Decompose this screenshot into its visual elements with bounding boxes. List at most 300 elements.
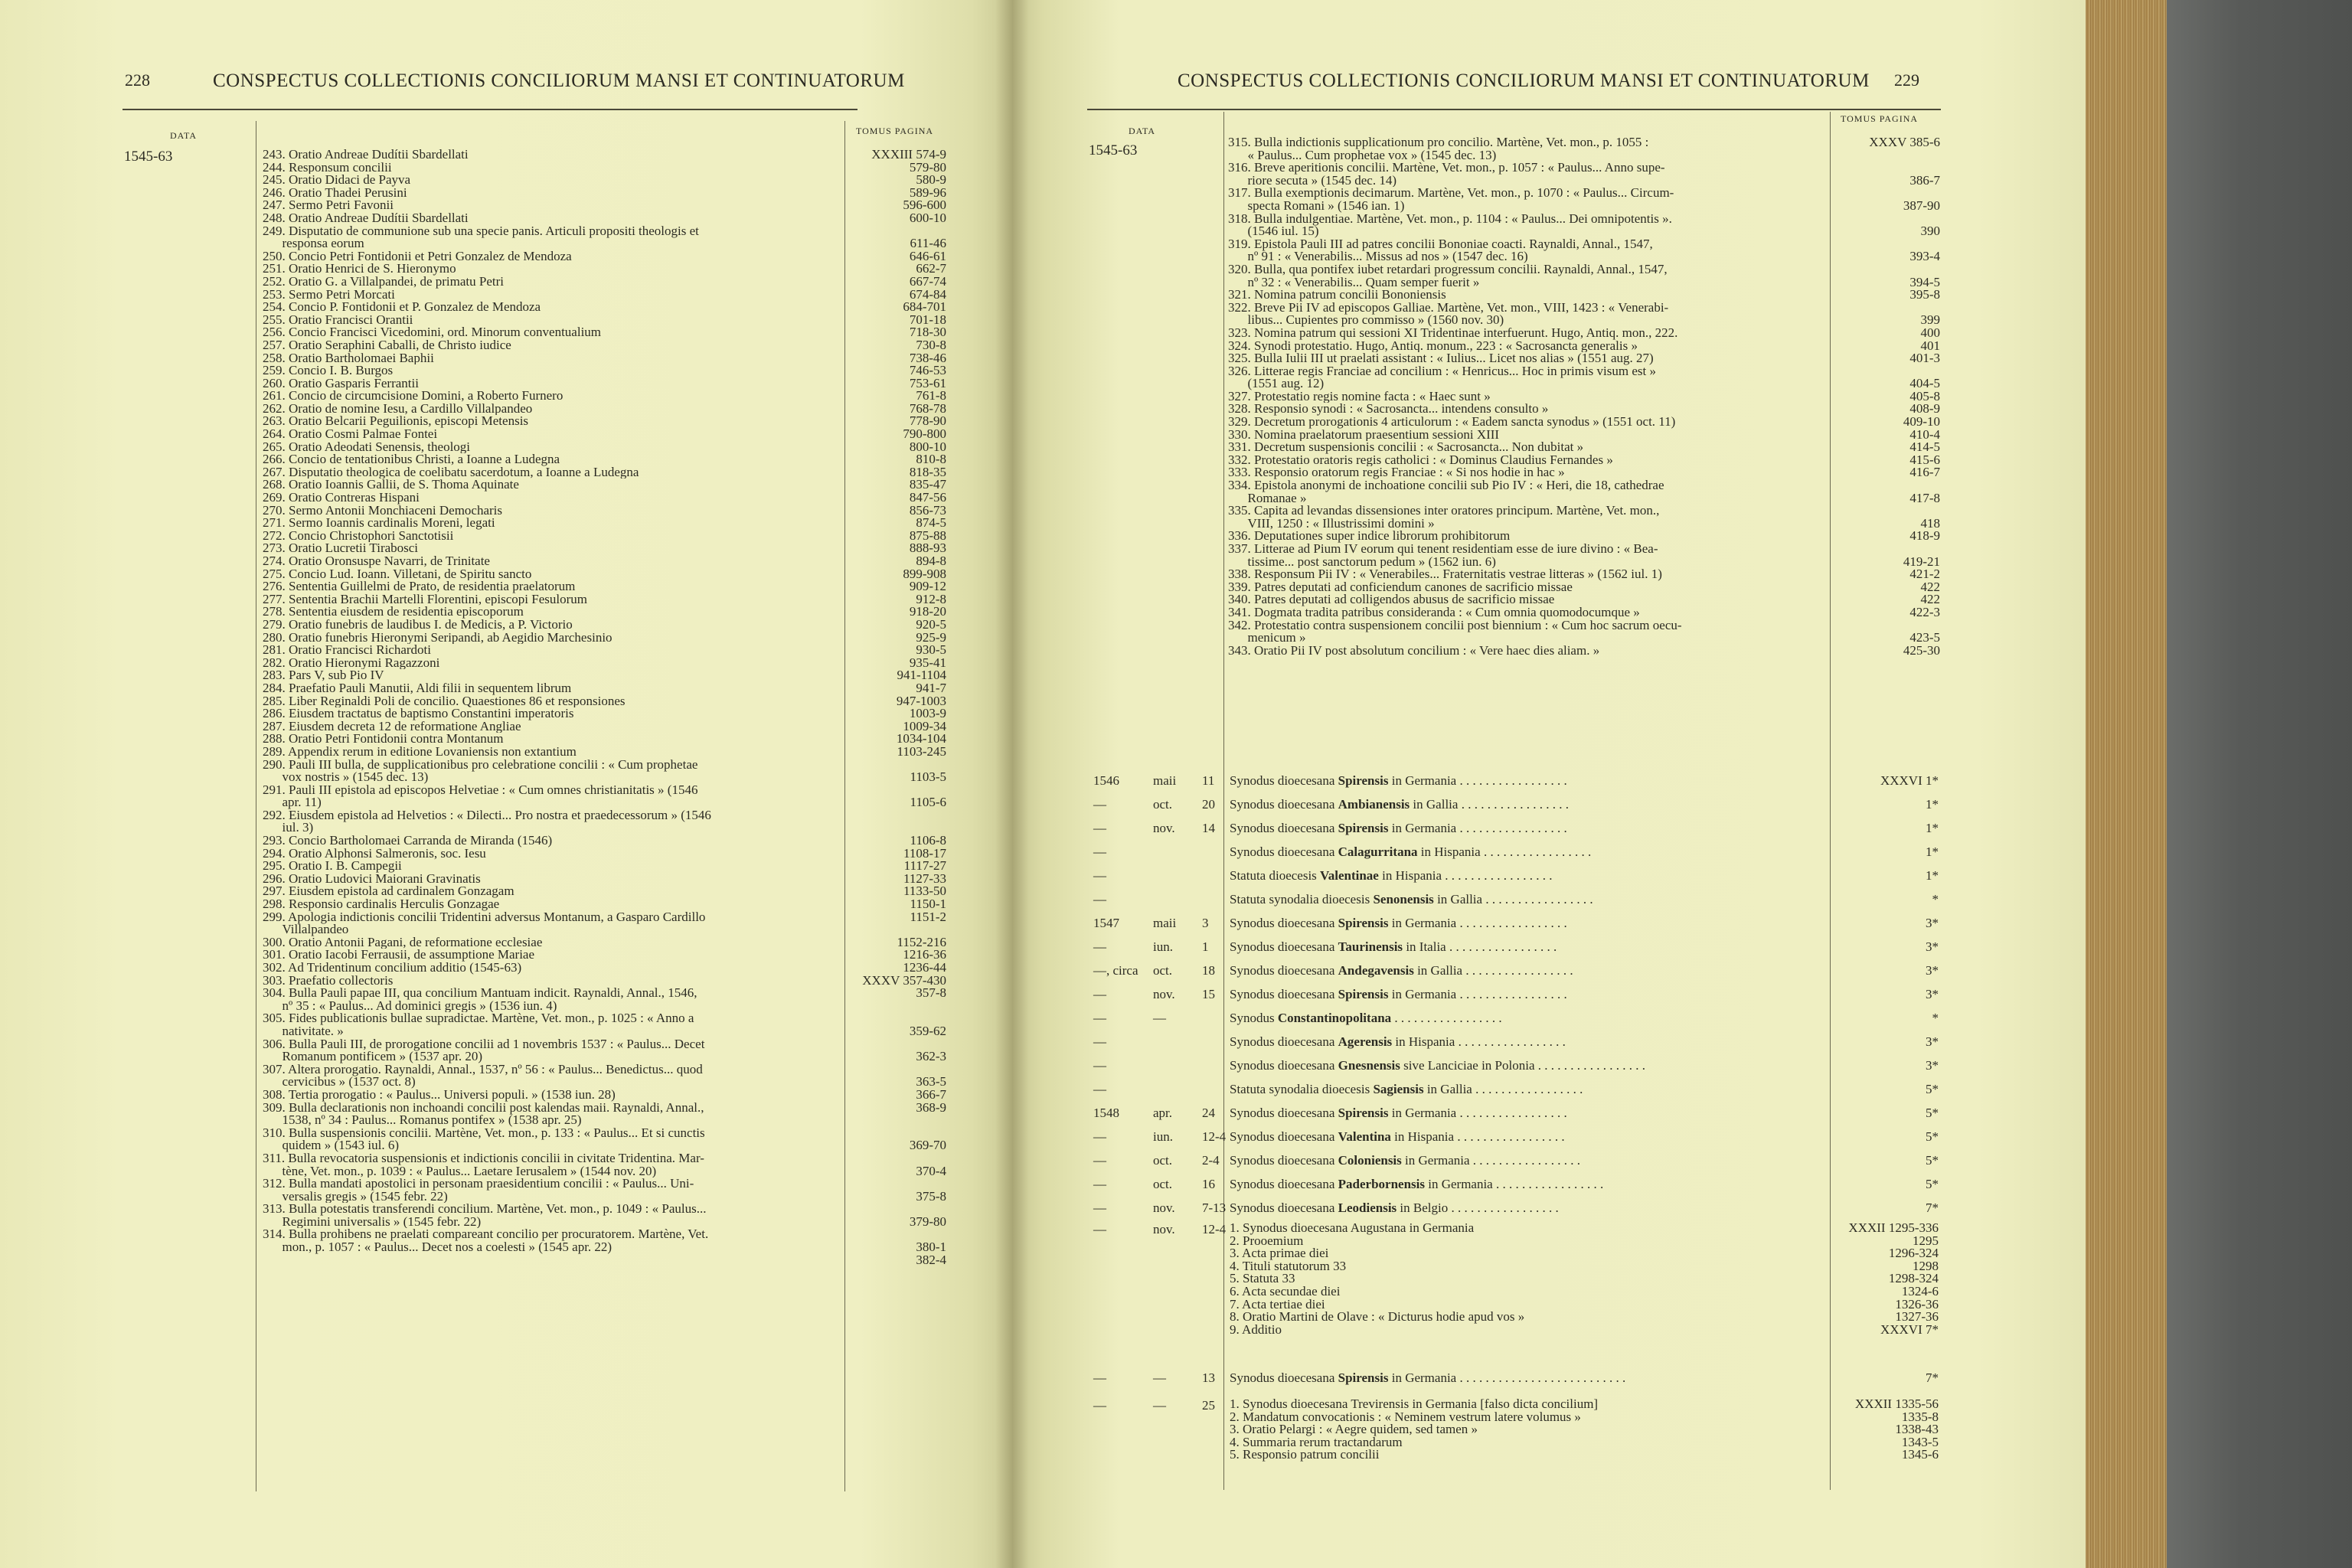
entry-ref: 947-1003 — [896, 694, 946, 708]
entry-ref: 1151-2 — [910, 910, 946, 924]
entry-ref: 935-41 — [909, 656, 946, 670]
synod-title-post: in Hispania — [1390, 1129, 1455, 1144]
sub-ref: 1335-8 — [1901, 1409, 1939, 1424]
synod-title-post: sive Lanciciae in Polonia — [1400, 1058, 1535, 1073]
entry-text: 312. Bulla mandati apostolici in personam praesidentium concilii : « Paulus... Uni- versalis gregis » (1545 febr. 22) — [263, 1178, 694, 1204]
entry-text: 280. Oratio funebris Hieronymi Seripandi, ab Aegidio Marchesinio — [263, 631, 612, 645]
entry-ref: 1127-33 — [903, 872, 946, 886]
synod-ref: 3* — [1926, 987, 1939, 1001]
synod-ref: 3* — [1926, 963, 1939, 978]
entry-text: 299. Apologia indictionis concilii Tridentini adversus Montanum, a Gasparo Cardillo Villalpandeo — [263, 910, 706, 936]
synod-date: 1547 — [1093, 916, 1119, 930]
synod-ref: 7* — [1926, 1370, 1939, 1385]
synod-title-post: in Germania — [1388, 1370, 1457, 1385]
right-entry-list — [1228, 136, 1827, 657]
trevirensis-day: 25 — [1202, 1398, 1215, 1413]
entry-text: 314. Bulla prohibens ne praelati compareant concilio per procuratorem. Martène, Vet. mon., p. 1057 : « Paulus... Decet nos a coelesti » (1545 apr. 22) — [263, 1228, 709, 1254]
synod-row — [0, 982, 2352, 1007]
synod-place: Taurinensis — [1338, 939, 1403, 954]
entry-ref: 941-1104 — [897, 669, 946, 682]
synod-day: 14 — [1202, 821, 1215, 835]
synod-month: nov. — [1153, 1200, 1175, 1215]
synod-title — [1230, 939, 1557, 955]
entry-ref: 730-8 — [916, 338, 946, 352]
entry-ref: 425-30 — [1903, 644, 1940, 658]
synod-title-post: in Hispania — [1417, 844, 1481, 859]
entry-text: 268. Oratio Ioannis Gallii, de S. Thoma Aquinate — [263, 479, 519, 492]
synod-title-post: in Gallia — [1423, 1082, 1472, 1096]
synod-row — [0, 935, 2352, 959]
entry-ref: 818-35 — [909, 466, 946, 479]
synod-title — [1230, 821, 1567, 836]
leader-dots: . . . . . . . . . . . . . . . . . — [1492, 1177, 1604, 1191]
entry-ref: 810-8 — [916, 453, 946, 466]
entry-text: 288. Oratio Petri Fontidonii contra Montanum — [263, 733, 504, 746]
entry-text: 266. Concio de tentationibus Christi, a Ioanne a Ludegna — [263, 453, 560, 466]
synod-day: 20 — [1202, 797, 1215, 812]
entry-text: 264. Oratio Cosmi Palmae Fontei — [263, 428, 438, 441]
synod-ref: 3* — [1926, 1058, 1939, 1073]
synod-title — [1230, 1153, 1580, 1168]
entry-ref: 382-4 — [916, 1253, 946, 1267]
entry-ref: 1150-1 — [910, 898, 946, 911]
synod-title — [1230, 1058, 1645, 1073]
synod-date: — — [1093, 868, 1106, 883]
synod-date: — — [1093, 1129, 1106, 1144]
entry-ref: 920-5 — [916, 618, 946, 632]
entry-text: 305. Fides publicationis bullae supradictae. Martène, Vet. mon., p. 1025 : « Anno a nativitate. » — [263, 1012, 694, 1038]
augustana-day: 12-4 — [1202, 1222, 1227, 1236]
synod-month: apr. — [1153, 1106, 1173, 1120]
augustana-month: nov. — [1153, 1222, 1175, 1236]
synod-title — [1230, 987, 1567, 1002]
entry-ref: 874-5 — [916, 517, 946, 530]
synod-place: Spirensis — [1338, 916, 1389, 930]
entry-ref: 580-9 — [916, 174, 946, 187]
leader-dots: . . . . . . . . . . . . . . . . . — [1448, 1200, 1559, 1215]
synod-date: — — [1093, 1200, 1106, 1215]
entry-ref: 399 — [1920, 312, 1940, 327]
synod-ref: 5* — [1926, 1177, 1939, 1191]
entry-text: 261. Concio de circumcisione Domini, a Roberto Furnero — [263, 390, 564, 403]
right-col-date: DATA — [1129, 126, 1156, 136]
synod-date: — — [1093, 821, 1106, 835]
synod-ref: 5* — [1926, 1106, 1939, 1120]
sub-item: 4. Summaria rerum tractandarum — [1230, 1434, 1403, 1449]
leader-dots: . . . . . . . . . . . . . . . . . — [1462, 963, 1573, 978]
synod-title-pre: Synodus dioecesana — [1230, 963, 1338, 978]
synod-title — [1230, 892, 1593, 907]
entry-text: 322. Breve Pii IV ad episcopos Galliae. Martène, Vet. mon., VIII, 1423 : « Venerabi- libus... Cupientes pro commisso » (1560 nov. 30) — [1228, 301, 1669, 327]
entry-ref: 701-18 — [909, 313, 946, 327]
entry-ref: 366-7 — [916, 1088, 946, 1102]
synod-day: 3 — [1202, 916, 1209, 930]
entry-ref: 918-20 — [909, 606, 946, 619]
entry-ref: 800-10 — [909, 440, 946, 454]
entry-text: 310. Bulla suspensionis concilii. Martène, Vet. mon., p. 133 : « Paulus... Et si cunctis quidem » (1543 iul. 6) — [263, 1126, 705, 1152]
entry-ref: 925-9 — [916, 631, 946, 645]
entry-text: 286. Eiusdem tractatus de baptismo Constantini imperatoris — [263, 707, 574, 720]
entry-ref: 418-9 — [1909, 530, 1940, 543]
entry-text: 332. Protestatio oratoris regis catholici : « Dominus Claudius Fernandes » — [1228, 453, 1613, 467]
entry-ref: 746-53 — [909, 364, 946, 377]
entry-text: 246. Oratio Thadei Perusini — [263, 186, 407, 200]
entry-ref: 410-4 — [1909, 428, 1940, 442]
entry-text: 291. Pauli III epistola ad episcopos Helvetiae : « Cum omnes christianitatis » (1546 apr. 11) — [263, 783, 698, 809]
synod-title — [1230, 868, 1553, 884]
synod-day: 2-4 — [1202, 1153, 1220, 1168]
synod-row — [0, 792, 2352, 817]
leader-dots: . . . . . . . . . . . . . . . . . — [1472, 1082, 1583, 1096]
leader-dots: . . . . . . . . . . . . . . . . . — [1469, 1153, 1581, 1168]
entry-ref: 401-3 — [1909, 352, 1940, 365]
entry-ref: 941-7 — [916, 681, 946, 695]
entry-text: 327. Protestatio regis nomine facta : « Haec sunt » — [1228, 390, 1491, 403]
sub-item: 1. Synodus dioecesana Augustana in Germania — [1230, 1220, 1475, 1235]
sub-ref: 1298-324 — [1888, 1271, 1939, 1286]
entry-ref: 362-3 — [916, 1049, 946, 1063]
synod-title-pre: Synodus dioecesana — [1230, 844, 1338, 859]
synod-row — [0, 1030, 2352, 1054]
synod-row-spirensis-last — [0, 1366, 2352, 1390]
entry-text: 281. Oratio Francisci Richardoti — [263, 644, 432, 657]
entry-ref: 1108-17 — [903, 847, 946, 861]
entry-text: 283. Pars V, sub Pio IV — [263, 669, 384, 682]
sub-ref: 1327-36 — [1895, 1309, 1939, 1325]
synod-title — [1230, 1370, 1625, 1386]
synod-title-post: in Germania — [1424, 1177, 1493, 1191]
leader-dots: . . . . . . . . . . . . . . . . . — [1458, 797, 1569, 812]
entry-ref: 912-8 — [916, 593, 946, 606]
entry-text: 270. Sermo Antonii Monchiaceni Democharis — [263, 504, 503, 518]
sub-item: 7. Acta tertiae diei — [1230, 1296, 1325, 1312]
entry-ref: 589-96 — [909, 186, 946, 200]
augustana-refs — [1831, 1222, 1939, 1336]
synod-title-post: in Hispania — [1392, 1034, 1455, 1049]
entry-ref: 404-5 — [1909, 376, 1940, 390]
entry-text: 276. Sententia Guillelmi de Prato, de residentia praelatorum — [263, 580, 576, 593]
synod-place: Paderbornensis — [1338, 1177, 1425, 1191]
entry-text: 243. Oratio Andreae Dudítii Sbardellati — [263, 149, 469, 162]
synod-title — [1230, 797, 1569, 812]
entry-ref: 401 — [1920, 339, 1940, 353]
entry-ref: 409-10 — [1903, 416, 1940, 429]
sub-item: 6. Acta secundae diei — [1230, 1283, 1341, 1298]
synod-place: Spirensis — [1338, 821, 1389, 835]
entry-text: 331. Decretum suspensionis concilii : « Sacrosancta... Non dubitat » — [1228, 441, 1584, 454]
synod-ref: 5* — [1926, 1153, 1939, 1168]
entry-text: 335. Capita ad levandas dissensiones inter oratores principum. Martène, Vet. mon., VIII, 1250 : « Illustrissimi domini » — [1228, 505, 1660, 531]
synod-ref: 1* — [1926, 797, 1939, 812]
entry-text: 315. Bulla indictionis supplicationum pro concilio. Martène, Vet. mon., p. 1055 : « Paulus... Cum prophetae vox » (1545 dec. 13) — [1228, 136, 1649, 162]
entry-ref: 357-8 — [916, 987, 946, 1001]
leader-dots: . . . . . . . . . . . . . . . . . — [1456, 987, 1567, 1001]
sub-ref: 1326-36 — [1895, 1296, 1939, 1312]
left-running-head: CONSPECTUS COLLECTIONIS CONCILIORUM MANSI ET CONTINUATORUM — [213, 70, 905, 91]
left-col-tomus: TOMUS PAGINA — [856, 126, 934, 136]
synod-month: oct. — [1153, 1153, 1173, 1168]
synod-title — [1230, 773, 1567, 789]
entry-ref: 596-600 — [903, 199, 946, 212]
augustana-items — [1230, 1222, 1524, 1336]
sub-item: 5. Responsio patrum concilii — [1230, 1447, 1380, 1462]
leader-dots: . . . . . . . . . . . . . . . . . — [1480, 844, 1592, 859]
entry-text: 319. Epistola Pauli III ad patres concilii Bononiae coacti. Raynaldi, Annal., 1547, nº 91 : « Venerabilis... Missus ad nos » (1547 dec. 16) — [1228, 237, 1653, 263]
right-header-rule — [1087, 109, 1941, 110]
synod-ref: * — [1932, 892, 1939, 906]
synod-title — [1230, 1034, 1566, 1050]
synod-place: Spirensis — [1338, 987, 1389, 1001]
entry-text: 244. Responsum concilii — [263, 161, 392, 175]
synod-date: — — [1093, 1177, 1106, 1191]
entry-ref: 422-3 — [1909, 606, 1940, 619]
synod-day: 16 — [1202, 1177, 1215, 1191]
synod-row — [0, 1196, 2352, 1220]
entry-text: 258. Oratio Bartholomaei Baphii — [263, 351, 434, 365]
synod-title-pre: Synodus dioecesana — [1230, 987, 1338, 1001]
entry-text: 245. Oratio Didaci de Payva — [263, 174, 411, 187]
entry-text: 334. Epistola anonymi de inchoatione concilii sub Pio IV : « Heri, die 18, cathedrae Romanae » — [1228, 479, 1664, 505]
entry-ref: 930-5 — [916, 644, 946, 657]
entry-text: 277. Sententia Brachii Martelli Florentini, episcopi Fesulorum — [263, 593, 587, 606]
synod-ref: 1* — [1926, 821, 1939, 835]
synod-day: 12-4 — [1202, 1129, 1227, 1144]
entry-text: 309. Bulla declarationis non inchoandi concilii post kalendas maii. Raynaldi, Annal., 1538, nº 34 : Paulus... Romanus pontifex » (1538 apr. 25) — [263, 1101, 704, 1127]
synod-title-pre: Synodus dioecesana — [1230, 1106, 1338, 1120]
entry-ref: 386-7 — [1909, 172, 1940, 188]
sub-ref: 1298 — [1913, 1258, 1939, 1273]
entry-text: 304. Bulla Pauli papae III, qua concilium Mantuam indicit. Raynaldi, Annal., 1546, nº 35 : « Paulus... Ad dominici gregis » (1536 iun. 4) — [263, 987, 697, 1013]
entry-ref: 379-80 — [909, 1214, 946, 1229]
entry-text: 339. Patres deputati ad conficiendum canones de sacrificio missae — [1228, 580, 1573, 594]
synod-ref: 3* — [1926, 916, 1939, 930]
entry-ref: 768-78 — [909, 402, 946, 416]
sub-ref: XXXII 1335-56 — [1854, 1396, 1939, 1411]
synod-month: — — [1153, 1011, 1166, 1025]
entry-ref: 1003-9 — [909, 707, 946, 720]
trevirensis-refs — [1831, 1398, 1939, 1462]
synod-ref: 1* — [1926, 868, 1939, 883]
entry-text: 313. Bulla potestatis transferendi concilium. Martène, Vet. mon., p. 1049 : « Paulus... Regimini universalis » (1545 febr. 22) — [263, 1203, 707, 1229]
synod-row — [0, 864, 2352, 888]
sub-ref: XXXVI 7* — [1880, 1321, 1939, 1337]
entry-ref: 718-30 — [909, 326, 946, 339]
entry-ref: 394-5 — [1909, 274, 1940, 289]
synod-place: Sagiensis — [1373, 1082, 1424, 1096]
synod-title-pre: Synodus dioecesana — [1230, 1370, 1338, 1385]
sub-ref: 1296-324 — [1888, 1246, 1939, 1261]
synod-month: oct. — [1153, 1177, 1173, 1191]
entry-text: 260. Oratio Gasparis Ferrantii — [263, 377, 419, 390]
synod-month: nov. — [1153, 987, 1175, 1001]
trevirensis-items — [1230, 1398, 1598, 1462]
synod-title-pre: Synodus dioecesana — [1230, 1034, 1338, 1049]
leader-dots: . . . . . . . . . . . . . . . . . — [1482, 892, 1593, 906]
entry-text: 290. Pauli III bulla, de supplicationibus pro celebratione concilii : « Cum prophetae vox nostris » (1545 dec. 13) — [263, 758, 698, 784]
synod-title — [1230, 1200, 1559, 1216]
entry-text: 273. Oratio Lucretii Tirabosci — [263, 542, 419, 555]
synod-title-pre: Synodus — [1230, 1011, 1278, 1025]
synod-place: Leodiensis — [1338, 1200, 1397, 1215]
synod-date: — — [1093, 1370, 1106, 1385]
synod-place: Ambianensis — [1338, 797, 1410, 812]
sub-ref: 1324-6 — [1901, 1283, 1939, 1298]
right-running-head: CONSPECTUS COLLECTIONIS CONCILIORUM MANSI ET CONTINUATORUM — [1178, 70, 1870, 91]
synod-title-post: in Germania — [1388, 916, 1457, 930]
synod-place: Agerensis — [1338, 1034, 1393, 1049]
entry-text: 333. Responsio oratorum regis Franciae : « Si nos hodie in hac » — [1228, 466, 1565, 480]
entry-text: 247. Sermo Petri Favonii — [263, 199, 394, 212]
sub-item: 1. Synodus dioecesana Trevirensis in Germania [falso dicta concilium] — [1230, 1396, 1599, 1411]
entry-text: 249. Disputatio de communione sub una specie panis. Articuli propositi theologis et responsa eorum — [263, 224, 699, 250]
entry-ref: 359-62 — [909, 1023, 946, 1038]
entry-text: 259. Concio I. B. Burgos — [263, 364, 394, 377]
synod-title-pre: Synodus dioecesana — [1230, 1177, 1338, 1191]
synod-row — [0, 887, 2352, 912]
entry-text: 323. Nomina patrum qui sessioni XI Tridentinae interfuerunt. Hugo, Antiq. mon., 222. — [1228, 326, 1678, 340]
synod-row — [0, 1101, 2352, 1125]
left-page-number: 228 — [125, 70, 150, 90]
entry-text: 293. Concio Bartholomaei Carranda de Miranda (1546) — [263, 835, 553, 848]
synod-day: 1 — [1202, 939, 1209, 954]
synod-title-post: in Gallia — [1433, 892, 1483, 906]
entry-text: 285. Liber Reginaldi Poli de concilio. Quaestiones 86 et responsiones — [263, 694, 626, 708]
right-ref-list — [1833, 136, 1940, 657]
entry-text: 289. Appendix rerum in editione Lovaniensis non extantium — [263, 745, 577, 759]
entry-text: 248. Oratio Andreae Dudítii Sbardellati — [263, 211, 469, 225]
sub-item: 4. Tituli statutorum 33 — [1230, 1258, 1347, 1273]
leader-dots: . . . . . . . . . . . . . . . . . — [1456, 821, 1567, 835]
entry-text: 320. Bulla, qua pontifex iubet retardari progressum concilii. Raynaldi, Annal., 1547, nº 32 : « Venerabilis... Quam semper fuerit » — [1228, 263, 1668, 289]
synod-row — [0, 1054, 2352, 1078]
entry-ref: 390 — [1920, 224, 1940, 238]
entry-text: 326. Litterae regis Franciae ad concilium : « Henricus... Hoc in primis visum est » (1551 aug. 12) — [1228, 364, 1656, 390]
entry-text: 252. Oratio G. a Villalpandei, de primatu Petri — [263, 275, 504, 289]
entry-text: 342. Protestatio contra suspensionem concilii post biennium : « Cum hoc sacrum oecu- menicum » — [1228, 619, 1682, 645]
entry-text: 301. Oratio Iacobi Ferrausii, de assumptione Mariae — [263, 949, 535, 962]
entry-text: 296. Oratio Ludovici Maiorani Gravinatis — [263, 872, 481, 886]
synod-title-pre: Synodus dioecesana — [1230, 939, 1338, 954]
synod-day: 7-13 — [1202, 1200, 1227, 1215]
entry-text: 325. Bulla Iulii III ut praelati assistant : « Iulius... Licet nos alias » (1551 aug. 27) — [1228, 352, 1654, 365]
synod-place: Gnesnensis — [1338, 1058, 1400, 1073]
synod-title-post: in Germania — [1388, 987, 1457, 1001]
synod-row — [0, 1077, 2352, 1102]
sub-ref: 1345-6 — [1901, 1447, 1939, 1462]
entry-ref: 421-2 — [1909, 568, 1940, 581]
synod-place: Andegavensis — [1338, 963, 1414, 978]
synod-title-post: in Germania — [1388, 821, 1457, 835]
entry-ref: 684-701 — [903, 301, 946, 314]
entry-text: 316. Breve aperitionis concilii. Martène, Vet. mon., p. 1057 : « Paulus... Anno supe- riore secuta » (1545 dec. 14) — [1228, 162, 1665, 188]
synod-title-post: in Hispania — [1378, 868, 1442, 883]
synod-title-pre: Statuta dioecesis — [1230, 868, 1321, 883]
entry-ref: 674-84 — [909, 288, 946, 302]
right-year: 1545-63 — [1089, 142, 1138, 158]
entry-text: 340. Patres deputati ad colligendos abusus de sacrificio missae — [1228, 593, 1555, 606]
sub-item: 3. Oratio Pelargi : « Aegre quidem, sed tamen » — [1230, 1422, 1478, 1437]
synod-place: Senonensis — [1373, 892, 1434, 906]
entry-ref: XXXV 385-6 — [1869, 136, 1940, 149]
synod-row — [0, 840, 2352, 864]
sub-item: 5. Statuta 33 — [1230, 1271, 1295, 1286]
entry-text: 250. Concio Petri Fontidonii et Petri Gonzalez de Mendoza — [263, 250, 572, 263]
synod-title-pre: Synodus dioecesana — [1230, 797, 1338, 812]
synod-month: nov. — [1153, 821, 1175, 835]
entry-ref: 416-7 — [1909, 466, 1940, 480]
entry-text: 303. Praefatio collectoris — [263, 974, 394, 988]
entry-ref: 370-4 — [916, 1163, 946, 1178]
entry-ref: 1103-5 — [910, 769, 946, 784]
entry-ref: XXXV 357-430 — [862, 974, 946, 988]
synod-title — [1230, 1106, 1567, 1121]
entry-text: 292. Eiusdem epistola ad Helvetios : « Dilecti... Pro nostra et praedecessorum » (1546 iul. 3) — [263, 808, 711, 835]
synod-ref: 7* — [1926, 1200, 1939, 1215]
entry-text: 324. Synodi protestatio. Hugo, Antiq. monum., 223 : « Sacrosancta generalis » — [1228, 339, 1638, 353]
entry-text: 321. Nomina patrum concilii Bononiensis — [1228, 289, 1446, 302]
left-header-rule — [122, 109, 858, 110]
entry-ref: 414-5 — [1909, 441, 1940, 454]
entry-ref: 1103-245 — [897, 745, 946, 759]
entry-text: 329. Decretum prorogationis 4 articulorum : « Eadem sancta synodus » (1551 oct. 11) — [1228, 416, 1676, 429]
synod-place: Valentinae — [1320, 868, 1379, 883]
synod-date: —, circa — [1093, 963, 1138, 978]
entry-text: 265. Oratio Adeodati Senensis, theologi — [263, 440, 471, 454]
sub-ref: 1295 — [1913, 1233, 1939, 1248]
synod-title-post: in Belgio — [1396, 1200, 1449, 1215]
entry-ref: 790-800 — [903, 428, 946, 441]
entry-text: 253. Sermo Petri Morcati — [263, 288, 395, 302]
entry-text: 317. Bulla exemptionis decimarum. Martène, Vet. mon., p. 1070 : « Paulus... Circum- specta Romani » (1546 ian. 1) — [1228, 187, 1674, 213]
synod-row — [0, 959, 2352, 983]
entry-text: 257. Oratio Seraphini Caballi, de Christo iudice — [263, 338, 511, 352]
synod-title — [1230, 1011, 1502, 1026]
sub-ref: XXXII 1295-336 — [1848, 1220, 1939, 1235]
entry-ref: 1034-104 — [896, 733, 946, 746]
entry-text: 271. Sermo Ioannis cardinalis Moreni, legati — [263, 517, 495, 530]
synod-date: 1546 — [1093, 773, 1119, 788]
entry-ref: 894-8 — [916, 555, 946, 568]
synod-ref: 1* — [1926, 844, 1939, 859]
entry-ref: 1105-6 — [910, 795, 946, 809]
leader-dots: . . . . . . . . . . . . . . . . . . . . . . . . . . — [1456, 1370, 1626, 1385]
entry-ref: 579-80 — [909, 161, 946, 175]
entry-text: 338. Responsum Pii IV : « Venerabiles... Fraternitatis vestrae litteras » (1562 iul. 1) — [1228, 568, 1662, 581]
synod-title-post: in Germania — [1401, 1153, 1470, 1168]
entry-ref: 418 — [1920, 515, 1940, 531]
synod-title — [1230, 963, 1573, 978]
entry-text: 295. Oratio I. B. Campegii — [263, 860, 402, 873]
entry-ref: 646-61 — [909, 250, 946, 263]
synod-title-pre: Synodus dioecesana — [1230, 1200, 1338, 1215]
synod-month: maii — [1153, 916, 1177, 930]
synod-title-pre: Synodus dioecesana — [1230, 773, 1338, 788]
sub-item: 2. Prooemium — [1230, 1233, 1304, 1248]
synod-date: — — [1093, 844, 1106, 859]
synod-day: 18 — [1202, 963, 1215, 978]
synod-month: maii — [1153, 773, 1177, 788]
sub-item: 9. Additio — [1230, 1321, 1282, 1337]
entry-text: 343. Oratio Pii IV post absolutum concilium : « Vere haec dies aliam. » — [1228, 644, 1600, 658]
entry-text: 274. Oratio Oronsuspe Navarri, de Trinitate — [263, 555, 490, 568]
entry-text: 341. Dogmata tradita patribus consideranda : « Cum omnia quomodocumque » — [1228, 606, 1640, 619]
synod-date: — — [1093, 1011, 1106, 1025]
synod-ref: 5* — [1926, 1129, 1939, 1144]
synod-title-post: in Germania — [1388, 773, 1457, 788]
entry-text: 298. Responsio cardinalis Herculis Gonzagae — [263, 898, 500, 911]
entry-ref: 1117-27 — [903, 860, 946, 873]
entry-ref: 395-8 — [1909, 289, 1940, 302]
